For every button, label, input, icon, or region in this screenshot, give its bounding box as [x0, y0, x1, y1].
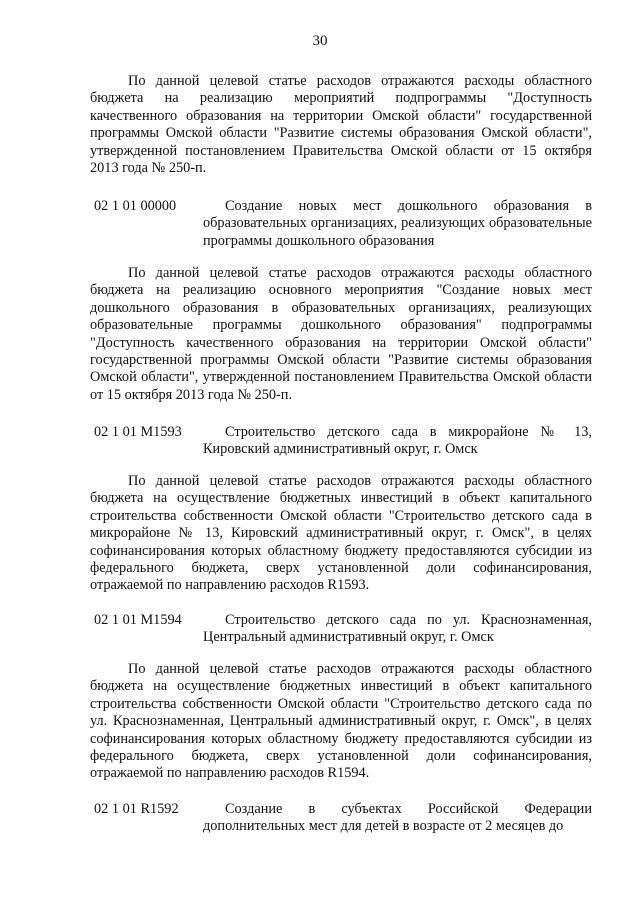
section-title: Создание в субъектах Российской Федерации дополнительных мест для детей в возрасте от 2 месяцев до	[203, 801, 592, 835]
section-title: Создание новых мест дошкольного образования в образовательных организациях, реализующих образовательные программы дошкольного образования	[203, 198, 592, 249]
section-code: 02 1 01 00000	[94, 198, 177, 214]
section-code: 02 1 01 R1592	[94, 801, 179, 817]
section-title: Строительство детского сада в микрорайоне № 13, Кировский административный округ, г. Омск	[203, 424, 592, 458]
section-title: Строительство детского сада по ул. Краснознаменная, Центральный административный округ, г. Омск	[203, 612, 592, 646]
paragraph-section-2: По данной целевой статье расходов отражаются расходы областного бюджета на осуществление бюджетных инвестиций в объект капитального строительства собственности Омской области "Строительство детского сада в микрорайоне № 13, Кировский административный округ, г. Омск", в целях софинансирования которых областному бюджету предоставляются субсидии из федерального бюджета, сверх установленной доли софинансирования, отражаемой по направлению расходов R1593.	[90, 473, 592, 594]
paragraph-section-3: По данной целевой статье расходов отражаются расходы областного бюджета на осуществление бюджетных инвестиций в объект капитального строительства собственности Омской области "Строительство детского сада по ул. Краснознаменная, Центральный административный округ, г. Омск", в целях софинансирования которых областному бюджету предоставляются субсидии из федерального бюджета, сверх установленной доли софинансирования, отражаемой по направлению расходов R1594.	[90, 661, 592, 782]
section-code: 02 1 01 M1593	[94, 424, 182, 440]
page-number: 30	[312, 33, 328, 49]
paragraph-intro: По данной целевой статье расходов отражаются расходы областного бюджета на реализацию мероприятий подпрограммы "Доступность качественного образования на территории Омской области" государственной программы Омской области "Развитие системы образования Омской области", утвержденной постановлением Правительства Омской области от 15 октября 2013 года № 250-п.	[90, 73, 592, 177]
paragraph-section-1: По данной целевой статье расходов отражаются расходы областного бюджета на реализацию основного мероприятия "Создание новых мест дошкольного образования в образовательных организациях, реализующих образовательные программы дошкольного образования" подпрограммы "Доступность качественного образования на территории Омской области" государственной программы Омской области "Развитие системы образования Омской области", утвержденной постановлением Правительства Омской области от 15 октября 2013 года № 250-п.	[90, 265, 592, 403]
section-code: 02 1 01 M1594	[94, 612, 182, 628]
